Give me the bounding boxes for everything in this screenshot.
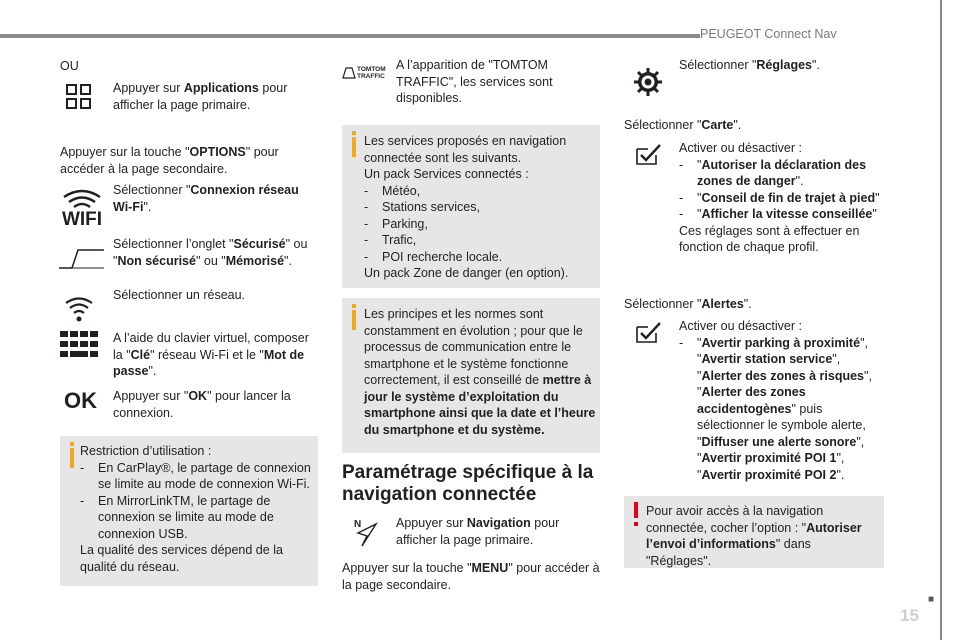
- page-header-title: PEUGEOT Connect Nav: [700, 27, 837, 41]
- list-item: - Météo,: [364, 183, 594, 200]
- list-item: - En MirrorLinkTM, le partage de connexion se limite au mode de connexion USB.: [80, 493, 312, 543]
- section-heading: Paramétrage spécifique à la navigation connectée: [342, 462, 594, 505]
- warning-icon: [634, 502, 638, 518]
- side-rule: [940, 0, 942, 640]
- info-icon: [70, 448, 74, 468]
- alerts-options: Activer ou désactiver : - "Avertir parking à proximité", "Avertir station service", "Alerter des zones à risques", "Alerter des zones accidentogènes" puis sélectionner le symbole alerte, "Diffuser une alerte sonore", "Avertir proximité POI 1", "Avertir proximité POI 2".: [679, 318, 889, 483]
- services-note-text: Les services proposés en navigation connectée sont les suivants. Un pack Services connectés : - Météo, - Stations services, - Parking, - Trafic, - POI recherche locale. Un pack Zone de danger (en option).: [364, 133, 594, 282]
- keyboard-icon: [60, 331, 98, 357]
- ok-icon: OK: [64, 388, 97, 413]
- restriction-note-text: Restriction d’utilisation : - En CarPlay®, le partage de connexion se limite au mode de connexion Wi-Fi. - En MirrorLinkTM, le partage de connexion se limite au mode de connexion USB. La qualité des services dépend de la qualité du réseau.: [80, 443, 312, 575]
- list-item: - "Conseil de fin de trajet à pied": [679, 190, 889, 207]
- list-item: - "Autoriser la déclaration des zones de danger".: [679, 157, 889, 190]
- restriction-note: [60, 436, 318, 586]
- ou-label: OU: [60, 59, 79, 73]
- page-number: 15: [900, 606, 919, 625]
- map-instruction: Sélectionner "Carte".: [624, 118, 742, 132]
- warning-note: [624, 496, 884, 568]
- alerts-instruction: Sélectionner "Alertes".: [624, 297, 752, 311]
- info-icon: [352, 310, 356, 330]
- services-note: [342, 125, 600, 288]
- tab-instruction: Sélectionner l’onglet "Sécurisé" ou "Non sécurisé" ou "Mémorisé".: [113, 237, 308, 268]
- select-network-instruction: Sélectionner un réseau.: [113, 288, 246, 302]
- network-icon: [64, 294, 94, 324]
- svg-text:TRAFFIC: TRAFFIC: [357, 73, 385, 80]
- update-note-text: Les principes et les normes sont constamment en évolution ; pour que le processus de communication entre le smartphone et le système fonctionne correctement, il est conseillé de mettre à jour le système d’exploitation du smartphone ainsi que la date et l’heure du smartphone et du système.: [364, 307, 596, 437]
- tab-icon: [58, 248, 106, 270]
- list-item: - Stations services,: [364, 199, 594, 216]
- applications-instruction: Appuyer sur Applications pour afficher la page primaire.: [113, 81, 288, 112]
- svg-text:N: N: [354, 519, 362, 530]
- list-item: - Trafic,: [364, 232, 594, 249]
- navigation-icon: [354, 518, 380, 548]
- settings-instruction: Sélectionner "Réglages".: [679, 58, 820, 72]
- applications-icon: [66, 84, 92, 110]
- header-bar: [0, 34, 700, 38]
- gear-icon: [633, 67, 663, 97]
- list-item: - POI recherche locale.: [364, 249, 594, 266]
- wifi-icon: WIFI: [60, 188, 104, 230]
- list-item: - En CarPlay®, le partage de connexion se limite au mode de connexion Wi-Fi.: [80, 460, 312, 493]
- map-options: Activer ou désactiver : - "Autoriser la déclaration des zones de danger". - "Conseil de fin de trajet à pied" - "Afficher la vitesse conseillée" Ces réglages sont à effectuer en fonction de chaque profil.: [679, 140, 889, 256]
- update-note: [342, 298, 600, 453]
- tomtom-traffic-icon: [342, 62, 388, 82]
- list-item: - "Avertir parking à proximité", "Avertir station service", "Alerter des zones à risques", "Alerter des zones accidentogènes" puis sélectionner le symbole alerte, "Diffuser une alerte sonore", "Avertir proximité POI 1", "Avertir proximité POI 2".: [679, 335, 889, 484]
- warning-note-text: Pour avoir accès à la navigation connectée, cocher l’option : "Autoriser l’envoi d’informations" dans "Réglages".: [646, 504, 862, 568]
- tomtom-traffic-text: A l’apparition de "TOMTOM TRAFFIC", les services sont disponibles.: [396, 58, 553, 105]
- keyboard-instruction: A l’aide du clavier virtuel, composer la "Clé" réseau Wi-Fi et le "Mot de passe".: [113, 331, 309, 378]
- ok-instruction: Appuyer sur "OK" pour lancer la connexion.: [113, 389, 291, 420]
- menu-instruction: Appuyer sur la touche "MENU" pour accéder à la page secondaire.: [342, 561, 600, 592]
- navigation-instruction: Appuyer sur Navigation pour afficher la page primaire.: [396, 516, 560, 547]
- checkbox-icon: [636, 143, 662, 165]
- list-item: - "Afficher la vitesse conseillée": [679, 206, 889, 223]
- wifi-connection-instruction: Sélectionner "Connexion réseau Wi-Fi".: [113, 183, 299, 214]
- svg-text:TOMTOM: TOMTOM: [357, 66, 386, 73]
- options-instruction: Appuyer sur la touche "OPTIONS" pour accéder à la page secondaire.: [60, 145, 279, 176]
- checkbox-icon: [636, 321, 662, 343]
- page-end-mark: ■: [928, 594, 935, 605]
- list-item: - Parking,: [364, 216, 594, 233]
- info-icon: [352, 137, 356, 157]
